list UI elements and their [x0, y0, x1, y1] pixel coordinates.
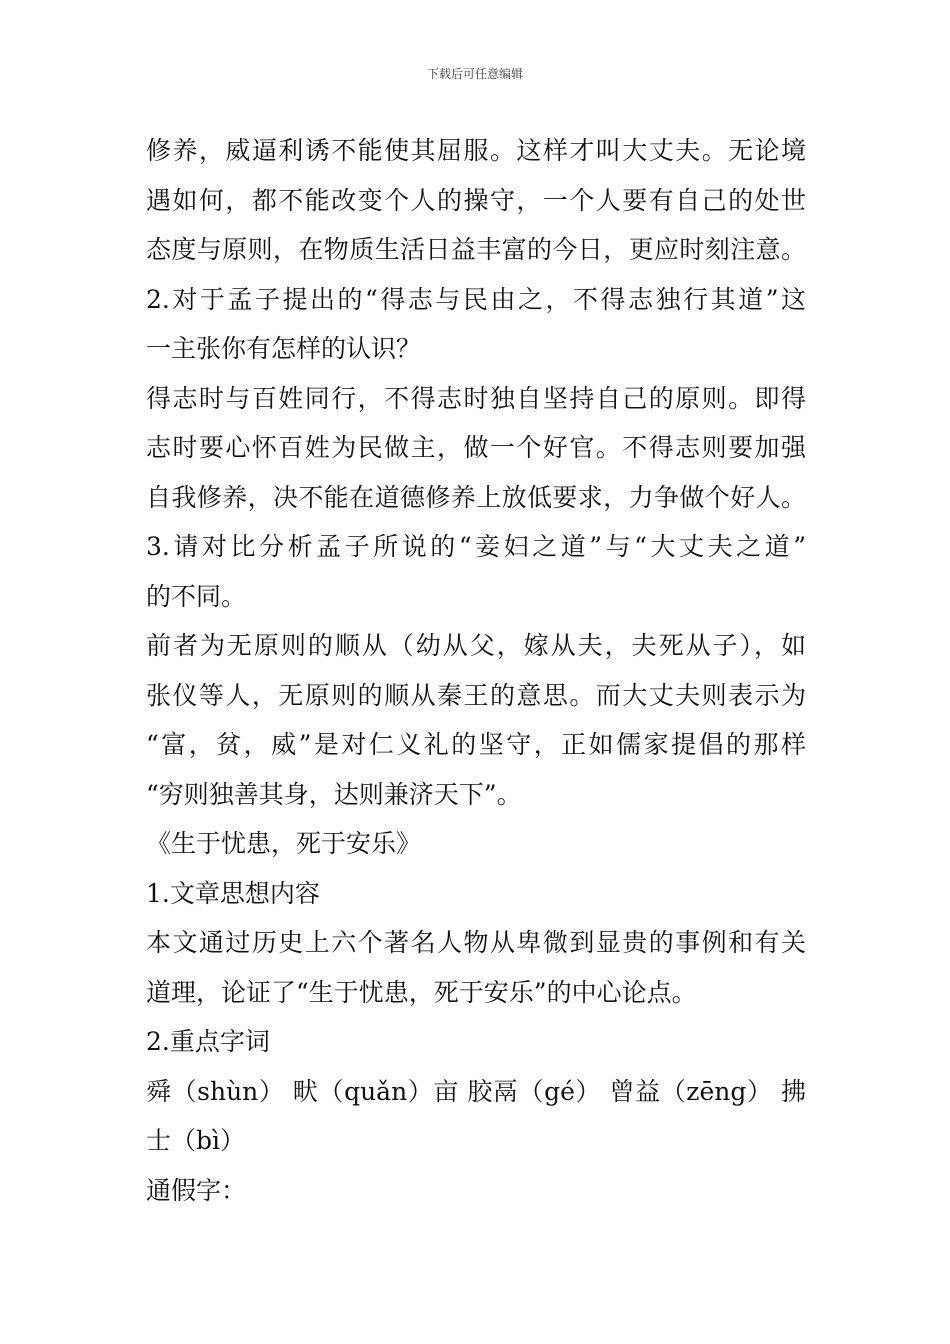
text-line: 《生于忧患，死于安乐》 — [146, 829, 422, 858]
text-line: 的不同。 — [146, 581, 247, 611]
text-line: 士（bì） — [146, 1126, 245, 1155]
text-line: 2.对于孟子提出的“得志与民由之，不得志独行其道”这 — [146, 284, 806, 314]
text-line: 本文通过历史上六个著名人物从卑微到显贵的事例和有关 — [146, 928, 806, 957]
text-line: 1.文章思想内容 — [146, 878, 320, 908]
text-line: 一主张你有怎样的认识？ — [146, 334, 422, 363]
text-line: 自我修养，决不能在道德修养上放低要求，力争做个好人。 — [146, 482, 806, 512]
text-line: “富，贫，威”是对仁义礼的坚守，正如儒家提倡的那样 — [146, 730, 806, 759]
text-line: 前者为无原则的顺从（幼从父，嫁从夫，夫死从子），如 — [146, 631, 806, 660]
text-line: 态度与原则，在物质生活日益丰富的今日，更应时刻注意。 — [146, 235, 806, 264]
text-line: 志时要心怀百姓为民做主，做一个好官。不得志则要加强 — [146, 433, 806, 462]
text-line: 得志时与百姓同行，不得志时独自坚持自己的原则。即得 — [146, 383, 806, 413]
text-line: 遇如何，都不能改变个人的操守，一个人要有自己的处世 — [146, 185, 806, 215]
document-body — [146, 126, 806, 1215]
text-line: “穷则独善其身，达则兼济天下”。 — [146, 779, 522, 809]
text-line: 2.重点字词 — [146, 1027, 270, 1056]
text-line: 道理，论证了“生于忧患，死于安乐”的中心论点。 — [146, 977, 697, 1007]
text-line: 张仪等人，无原则的顺从秦王的意思。而大丈夫则表示为 — [146, 680, 806, 710]
text-line: 修养，威逼利诱不能使其屈服。这样才叫大丈夫。无论境 — [146, 136, 806, 165]
text-line: 舜（shùn） 畎（quǎn）亩 胶鬲（gé） 曾益（zēng） 拂 — [146, 1076, 806, 1106]
text-line: 通假字： — [146, 1175, 247, 1205]
text-line: 3.请对比分析孟子所说的“妾妇之道”与“大丈夫之道” — [146, 532, 806, 561]
page-header: 下载后可任意编辑 — [426, 67, 523, 81]
